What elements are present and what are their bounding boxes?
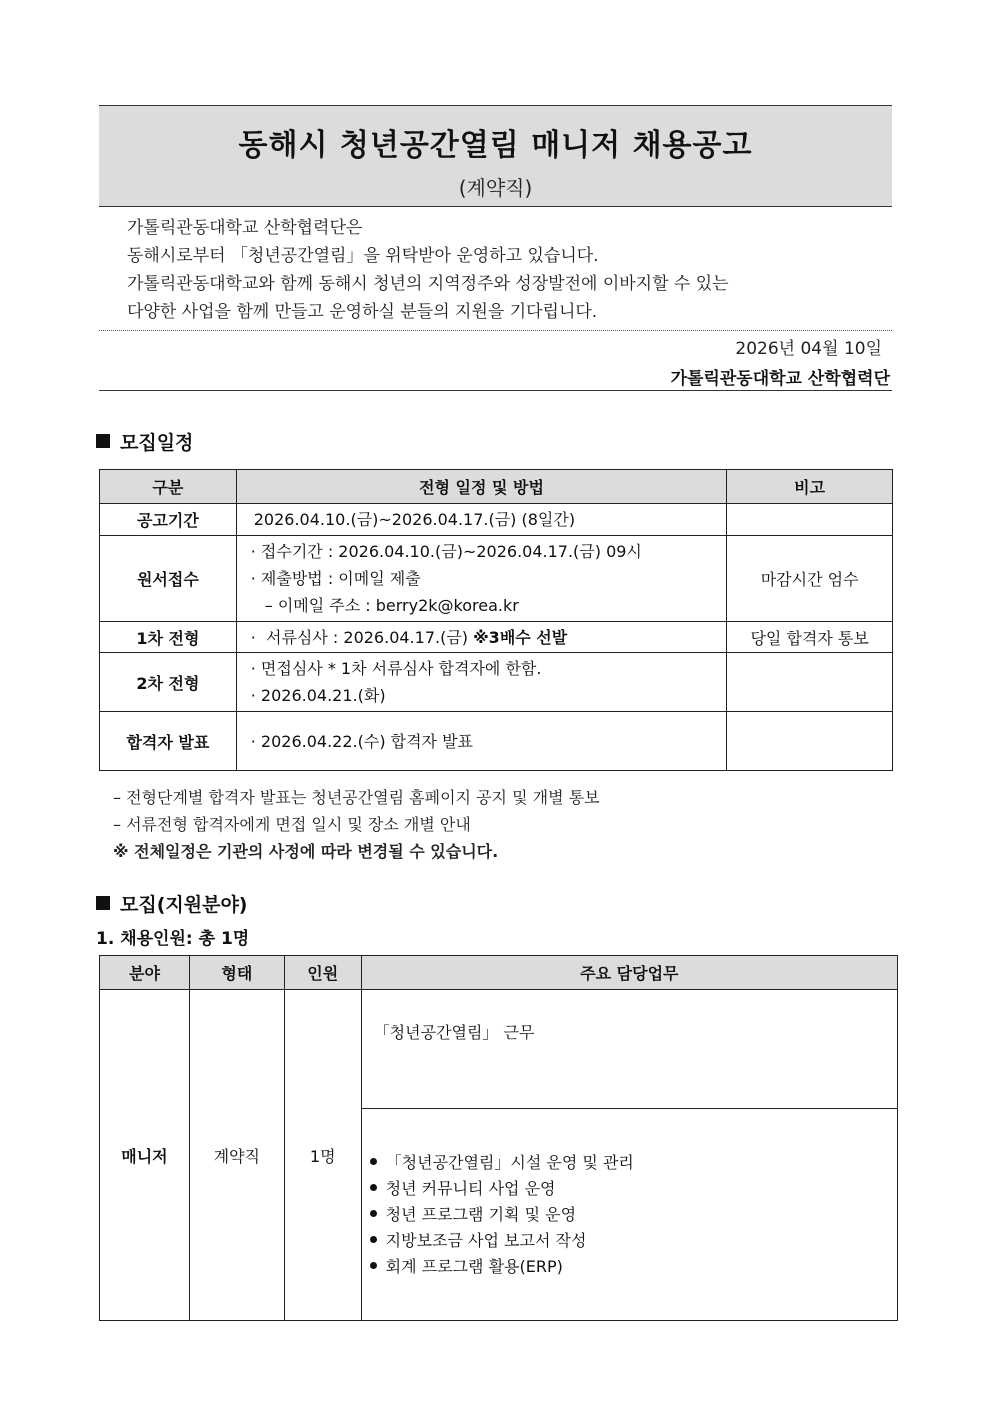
type-cell: 계약직: [189, 990, 284, 1321]
row-note: [727, 653, 893, 712]
title-box: [99, 105, 892, 207]
list-item: [370, 1228, 897, 1254]
table-row: [100, 990, 898, 1109]
row-line: · 서류심사 : 2026.04.17.(금): [250, 627, 474, 647]
intro-line: 다양한 사업을 함께 만들고 운영하실 분들의 지원을 기다립니다.: [127, 302, 598, 322]
note-line: – 전형단계별 합격자 발표는 청년공간열림 홈페이지 공지 및 개별 통보: [113, 788, 600, 807]
duty-location: 「청년공간열림」 근무: [361, 990, 897, 1109]
col-header: 형태: [189, 956, 284, 990]
row-label: 2차 전형: [100, 653, 237, 712]
list-item: [370, 1254, 897, 1280]
schedule-heading-text: 모집일정: [120, 432, 194, 454]
row-line: · 2026.04.21.(화): [250, 686, 386, 705]
row-line: · 2026.04.22.(수) 합격자 발표: [250, 731, 474, 751]
intro-text: [127, 214, 729, 326]
col-header: 분야: [100, 956, 190, 990]
list-item: [370, 1202, 897, 1228]
square-bullet-icon: [96, 896, 110, 910]
row-note: 당일 합격자 통보: [727, 622, 893, 653]
row-note: [727, 504, 893, 536]
duty-text: 청년 프로그램 기획 및 운영: [385, 1204, 577, 1224]
duty-text: 회계 프로그램 활용(ERP): [385, 1256, 563, 1276]
duty-list: [370, 1150, 897, 1280]
square-bullet-icon: [96, 434, 110, 448]
row-label: 1차 전형: [100, 622, 237, 653]
table-row: [100, 536, 893, 622]
schedule-table: [99, 469, 893, 771]
table-row: [100, 504, 893, 536]
bullet-icon: [370, 1158, 377, 1165]
bullet-icon: [370, 1210, 377, 1217]
organization-name: 가톨릭관동대학교 산학협력단: [670, 369, 890, 389]
schedule-notes: [113, 784, 600, 865]
row-content: [236, 653, 727, 712]
list-item: [370, 1176, 897, 1202]
bullet-icon: [370, 1236, 377, 1243]
bullet-icon: [370, 1262, 377, 1269]
row-line: – 이메일 주소 : berry2k@korea.kr: [264, 596, 519, 615]
table-header-row: [100, 470, 893, 504]
note-line: – 서류전형 합격자에게 면접 일시 및 장소 개별 안내: [113, 815, 471, 834]
notice-date: 2026년 04월 10일: [735, 339, 882, 359]
row-line: · 면접심사 * 1차 서류심사 합격자에 한함.: [250, 659, 542, 678]
bullet-icon: [370, 1184, 377, 1191]
row-note: [727, 712, 893, 771]
table-row: [100, 653, 893, 712]
row-line: 2026.04.10.(금)~2026.04.17.(금) (8일간): [253, 510, 576, 529]
table-row: [100, 622, 893, 653]
row-line-emphasis: ※3배수 선발: [473, 627, 568, 647]
row-note: 마감시간 엄수: [727, 536, 893, 622]
row-label: 합격자 발표: [100, 712, 237, 771]
col-header: 전형 일정 및 방법: [236, 470, 727, 504]
recruit-heading-text: 모집(지원분야): [120, 894, 248, 916]
divider: [99, 390, 892, 391]
intro-line: 동해시로부터 「청년공간열림」을 위탁받아 운영하고 있습니다.: [127, 246, 599, 266]
schedule-heading: [96, 428, 193, 455]
col-header: 비고: [727, 470, 893, 504]
field-cell: 매니저: [100, 990, 190, 1321]
schedule-notice: ※ 전체일정은 기관의 사정에 따라 변경될 수 있습니다.: [113, 842, 499, 861]
table-header-row: [100, 956, 898, 990]
row-label: 공고기간: [100, 504, 237, 536]
page-subtitle: (계약직): [458, 176, 533, 200]
duty-list-cell: [361, 1109, 897, 1321]
row-content: [236, 536, 727, 622]
recruit-heading: [96, 890, 248, 917]
list-item: [370, 1150, 897, 1176]
row-content: [236, 504, 727, 536]
row-content: [236, 712, 727, 771]
row-line: · 제출방법 : 이메일 제출: [250, 569, 421, 588]
col-header: 인원: [284, 956, 361, 990]
recruit-table: [99, 955, 898, 1321]
duty-text: 청년 커뮤니티 사업 운영: [385, 1178, 556, 1198]
headcount-label: 1. 채용인원: 총 1명: [96, 929, 250, 949]
intro-line: 가톨릭관동대학교와 함께 동해시 청년의 지역정주와 성장발전에 이바지할 수 있는: [127, 274, 729, 294]
duty-text: 「청년공간열림」시설 운영 및 관리: [385, 1152, 634, 1172]
row-label: 원서접수: [100, 536, 237, 622]
dotted-divider: [99, 330, 892, 331]
intro-line: 가톨릭관동대학교 산학협력단은: [127, 218, 363, 238]
row-line: · 접수기간 : 2026.04.10.(금)~2026.04.17.(금) 09시: [250, 542, 642, 561]
col-header: 구분: [100, 470, 237, 504]
col-header: 주요 담당업무: [361, 956, 897, 990]
table-row: [100, 712, 893, 771]
duty-text: 지방보조금 사업 보고서 작성: [385, 1230, 587, 1250]
page-title: 동해시 청년공간열림 매니저 채용공고: [238, 128, 753, 163]
count-cell: 1명: [284, 990, 361, 1321]
row-content: [236, 622, 727, 653]
